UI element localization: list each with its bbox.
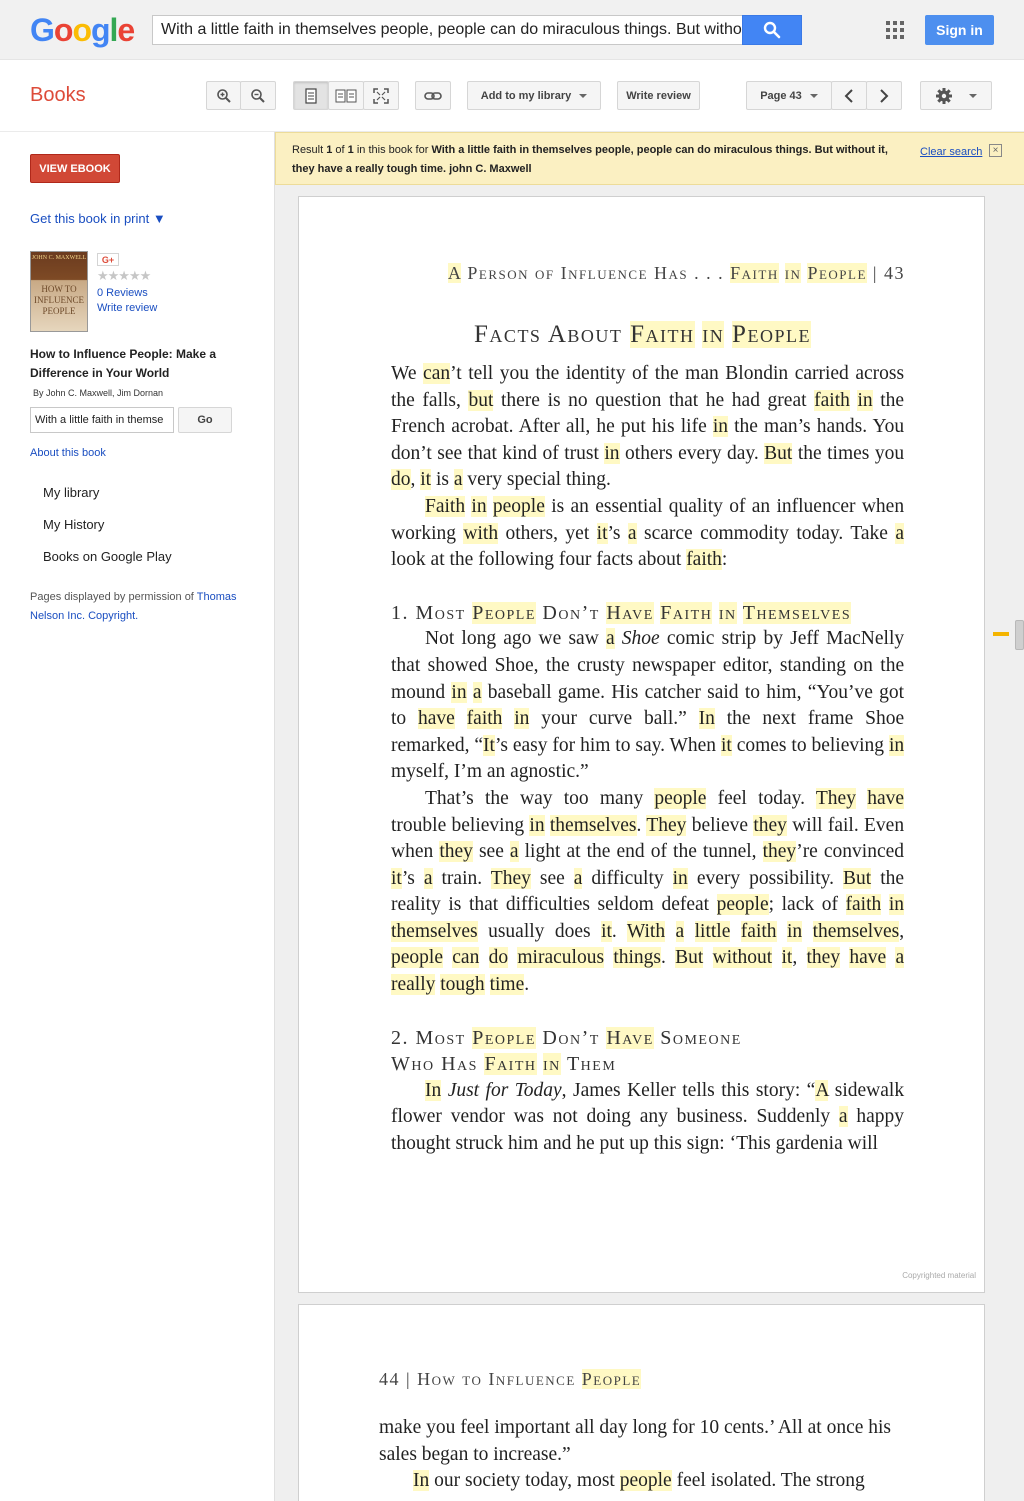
link-button[interactable] (415, 81, 451, 110)
logo-letter: l (109, 12, 118, 48)
logo-letter: e (117, 12, 135, 48)
text-run: comic strip by Jeff MacNelly that showed Shoe, the crusty newspaper editor, standing on the mound in a baseball game. His catcher said to him, “You’ve got to have faith in your curve ball.” In the next frame Shoe remarked, “It’s easy for him to say. When it comes to believing in myself, I’m an agnostic.” (391, 628, 905, 783)
subheading-line: 2. Most People Don’t Have Someone (391, 1026, 742, 1049)
books-section-title[interactable]: Books (30, 84, 86, 106)
page-select[interactable] (746, 81, 832, 110)
settings-button[interactable] (920, 81, 992, 110)
search-hit-marker[interactable] (993, 632, 1009, 636)
viewer-scrollbar[interactable] (994, 185, 1024, 1501)
publisher-link[interactable]: Thomas Nelson Inc. Copyright. (30, 591, 237, 622)
two-page-icon (335, 88, 357, 104)
book-viewer (274, 132, 1024, 1501)
book-authors: By John C. Maxwell, Jim Dornan (33, 388, 164, 398)
paragraph (391, 626, 904, 786)
text-run: In (425, 1079, 442, 1101)
close-icon[interactable]: × (989, 144, 1002, 157)
subheading-2 (391, 1025, 904, 1078)
add-to-library-button[interactable] (467, 81, 601, 110)
copyright-note: Copyrighted material (902, 1271, 976, 1280)
search-icon (763, 21, 781, 39)
result-total: 1 (347, 144, 354, 156)
italic-title: Just for Today (447, 1079, 562, 1101)
result-number: 1 (326, 144, 333, 156)
top-bar (0, 0, 1024, 60)
google-logo[interactable] (30, 12, 134, 49)
result-prefix: Result (292, 144, 327, 156)
previous-page-button[interactable] (831, 81, 867, 110)
book-page-44 (298, 1304, 985, 1501)
chevron-down-icon (969, 94, 977, 98)
search-in-book-input[interactable]: With a little faith in themse (30, 407, 174, 433)
go-button[interactable]: Go (178, 407, 232, 433)
nav-my-history[interactable]: My History (43, 517, 105, 532)
running-head: A Person of Influence Has . . . Faith in People | 43 (447, 263, 905, 283)
running-head: 44 | How to Influence People (379, 1369, 642, 1389)
logo-letter: G (30, 12, 54, 48)
result-query: With a little faith in themselves people, people can do miraculous things. But without it, they have a really tough time. john C. Maxwell (292, 144, 888, 175)
logo-letter: o (53, 12, 73, 48)
clear-search-link[interactable]: Clear search (920, 146, 983, 158)
cover-title: HOW TO INFLUENCE PEOPLE (34, 284, 84, 316)
nav-books-on-google-play[interactable]: Books on Google Play (43, 549, 172, 564)
book-title: How to Influence People: Make a Difference in Your World (30, 347, 217, 380)
two-page-view-button[interactable] (328, 81, 364, 110)
write-review-link[interactable]: Write review (97, 302, 158, 314)
chevron-down-icon (579, 94, 587, 98)
permission-prefix: Pages displayed by permission of (30, 591, 197, 603)
about-this-book-link[interactable]: About this book (30, 447, 106, 459)
zoom-in-button[interactable] (206, 81, 241, 110)
subheading-1: 1. Most People Don’t Have Faith in Themselves (391, 601, 852, 624)
zoom-out-button[interactable] (240, 81, 276, 110)
write-review-button[interactable]: Write review (617, 81, 700, 110)
subheading-line: Who Has Faith in Them (391, 1053, 617, 1076)
search-button[interactable] (742, 15, 802, 45)
result-mid: in this book for (353, 144, 432, 156)
fullscreen-icon (373, 88, 389, 104)
paragraph: In our society today, most people feel isolated. The strong (413, 1470, 865, 1492)
get-book-in-print-link[interactable]: Get this book in print ▼ (30, 211, 166, 226)
permission-note (30, 588, 245, 626)
sign-in-button[interactable]: Sign in (925, 15, 994, 45)
logo-letter: g (90, 12, 110, 48)
result-of: of (332, 144, 348, 156)
cover-author: JOHN C. MAXWELL (31, 255, 87, 261)
paragraph: That’s the way too many people feel today. They have trouble believing in themselves. They believe they will fail. Even when they see a light at the end of the tunnel, they’re convinced it’s a train. They see a difficulty in every possibility. But the reality is that difficulties seldom defeat people; lack of faith in themselves usually does it. With a little faith in themselves, people can do miraculous things. But without it, they have a really tough time. (391, 787, 905, 996)
section-title: Facts About Faith in People (474, 321, 811, 348)
apps-grid-icon[interactable] (886, 21, 904, 39)
text-run: , James Keller tells this story: “A sidewalk flower vendor was not doing any business. Suddenly a happy thought struck him and he put up this sign: ‘This gardenia will (391, 1079, 905, 1155)
page-body (379, 1415, 892, 1495)
zoom-in-icon (216, 88, 232, 104)
star-rating: ★★★★★ (97, 268, 151, 283)
next-page-button[interactable] (866, 81, 902, 110)
paragraph (391, 1078, 904, 1158)
gear-icon (935, 87, 953, 105)
text-run: Not long ago we saw a (425, 628, 615, 650)
paragraph: Faith in people is an essential quality of an influencer when working with others, yet it’s a scarce commodity today. Take a look at the following four facts about faith: (391, 495, 905, 571)
paragraph: make you feel important all day long for 10 cents.’ All at once his sales began to increase.” (379, 1417, 892, 1465)
paragraph: We can’t tell you the identity of the man Blondin carried across the falls, but there is no question that he had great faith in the French acrobat. After all, he put his life in the man’s hands. You don’t see that kind of trust in others every day. But the times you do, it is a very special thing. (391, 363, 905, 491)
link-icon (424, 90, 442, 102)
fullscreen-button[interactable] (363, 81, 399, 110)
book-page-43 (298, 196, 985, 1293)
single-page-view-button[interactable] (293, 81, 329, 110)
page-select-label: Page 43 (760, 89, 802, 102)
search-result-bar (275, 132, 1024, 185)
logo-letter: o (72, 12, 91, 48)
view-ebook-button[interactable]: VIEW EBOOK (30, 154, 120, 183)
sidebar (0, 132, 274, 1501)
page-body (391, 361, 904, 1158)
add-to-library-label: Add to my library (480, 89, 572, 102)
scrollbar-thumb[interactable] (1015, 620, 1024, 650)
single-page-icon (304, 88, 318, 104)
chevron-down-icon (810, 94, 818, 98)
reviews-link[interactable]: 0 Reviews (97, 287, 148, 299)
books-toolbar (0, 60, 1024, 132)
zoom-out-icon (250, 88, 266, 104)
book-cover[interactable] (30, 251, 88, 332)
google-plus-button[interactable]: G+ (97, 253, 119, 266)
chevron-right-icon (879, 89, 889, 103)
nav-my-library[interactable]: My library (43, 485, 100, 500)
search-input[interactable]: With a little faith in themselves people, people can do miraculous things. But witho (152, 15, 744, 45)
chevron-left-icon (844, 89, 854, 103)
italic-title: Shoe (621, 628, 660, 650)
